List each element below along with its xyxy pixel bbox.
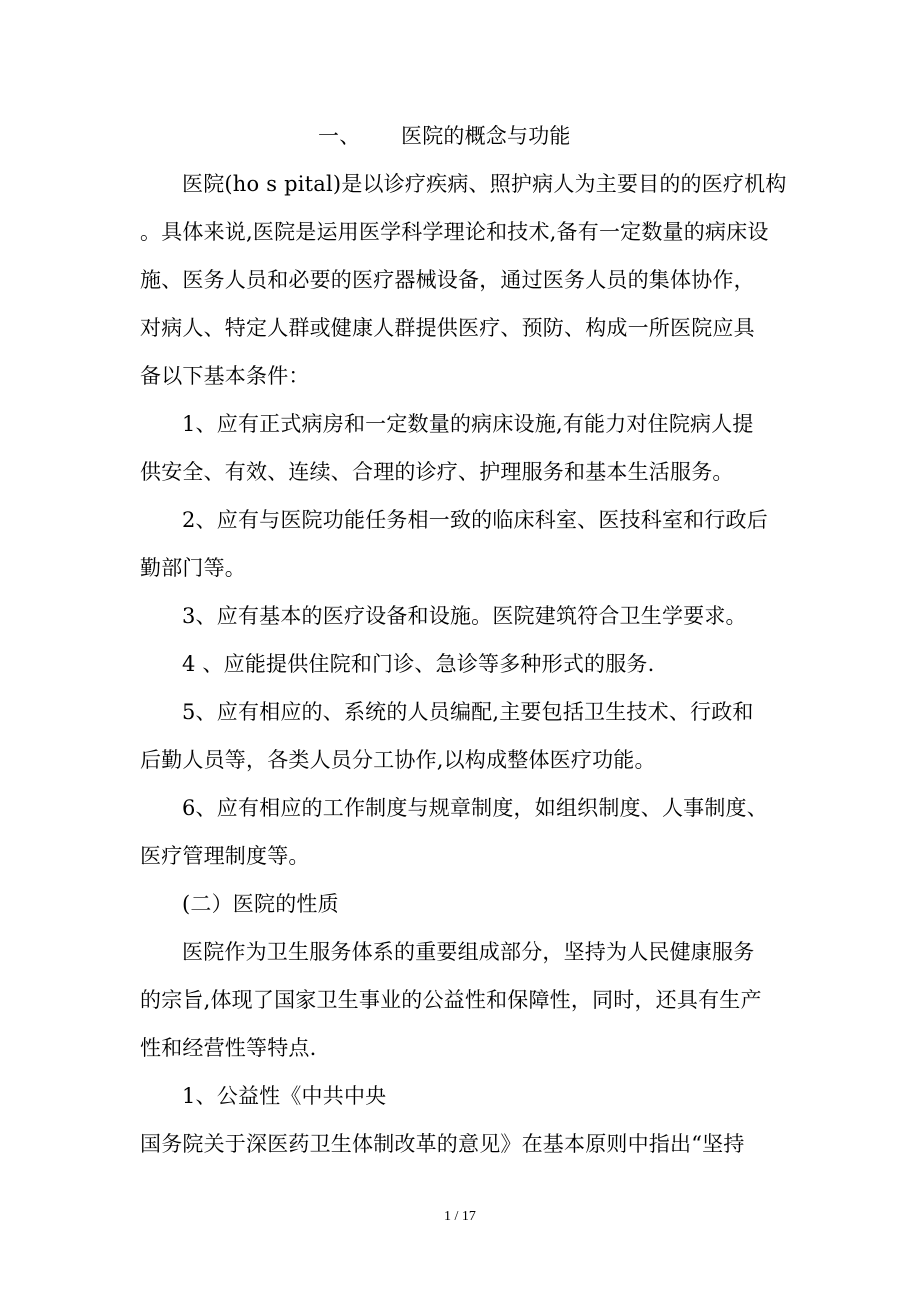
paragraph-line: 医院作为卫生服务体系的重要组成部分，坚持为人民健康服务 xyxy=(182,940,755,964)
section-heading xyxy=(318,124,571,148)
list-item-1-continued: 供安全、有效、连续、合理的诊疗、护理服务和基本生活服务。 xyxy=(140,460,734,484)
list-item-4: 4 、应能提供住院和门诊、急诊等多种形式的服务. xyxy=(182,652,655,676)
list-item-2-continued: 勤部门等。 xyxy=(140,556,246,580)
paragraph-line: 性和经营性等特点. xyxy=(140,1036,317,1060)
list-item-2: 2、应有与医院功能任务相一致的临床科室、医技科室和行政后 xyxy=(182,508,768,532)
section-title: 医院的概念与功能 xyxy=(401,124,571,148)
paragraph-line: 备以下基本条件： xyxy=(140,364,310,388)
subsection-heading: (二）医院的性质 xyxy=(182,892,339,916)
list-item-3: 3、应有基本的医疗设备和设施。医院建筑符合卫生学要求。 xyxy=(182,604,747,628)
paragraph-line: 。具体来说,医院是运用医学科学理论和技术,备有一定数量的病床设 xyxy=(140,220,769,244)
list-item-5: 5、应有相应的、系统的人员编配,主要包括卫生技术、行政和 xyxy=(182,700,754,724)
paragraph-line: 1、公益性《中共中央 xyxy=(182,1084,387,1108)
paragraph-line: 施、医务人员和必要的医疗器械设备，通过医务人员的集体协作， xyxy=(140,268,755,292)
paragraph-line: 国务院关于深医药卫生体制改革的意见》在基本原则中指出“坚持 xyxy=(140,1132,745,1156)
paragraph-line: 对病人、特定人群或健康人群提供医疗、预防、构成一所医院应具 xyxy=(140,316,755,340)
list-item-6: 6、应有相应的工作制度与规章制度，如组织制度、人事制度、 xyxy=(182,796,768,820)
paragraph-line: 的宗旨,体现了国家卫生事业的公益性和保障性，同时，还具有生产 xyxy=(140,988,762,1012)
paragraph-line: 医院(ho s pital)是以诊疗疾病、照护病人为主要目的的医疗机构 xyxy=(182,172,787,196)
section-number: 一、 xyxy=(318,124,361,148)
list-item-5-continued: 后勤人员等，各类人员分工协作,以构成整体医疗功能。 xyxy=(140,748,656,772)
list-item-1: 1、应有正式病房和一定数量的病床设施,有能力对住院病人提 xyxy=(182,412,754,436)
list-item-6-continued: 医疗管理制度等。 xyxy=(140,844,310,868)
page-number: 1 / 17 xyxy=(444,1209,476,1224)
